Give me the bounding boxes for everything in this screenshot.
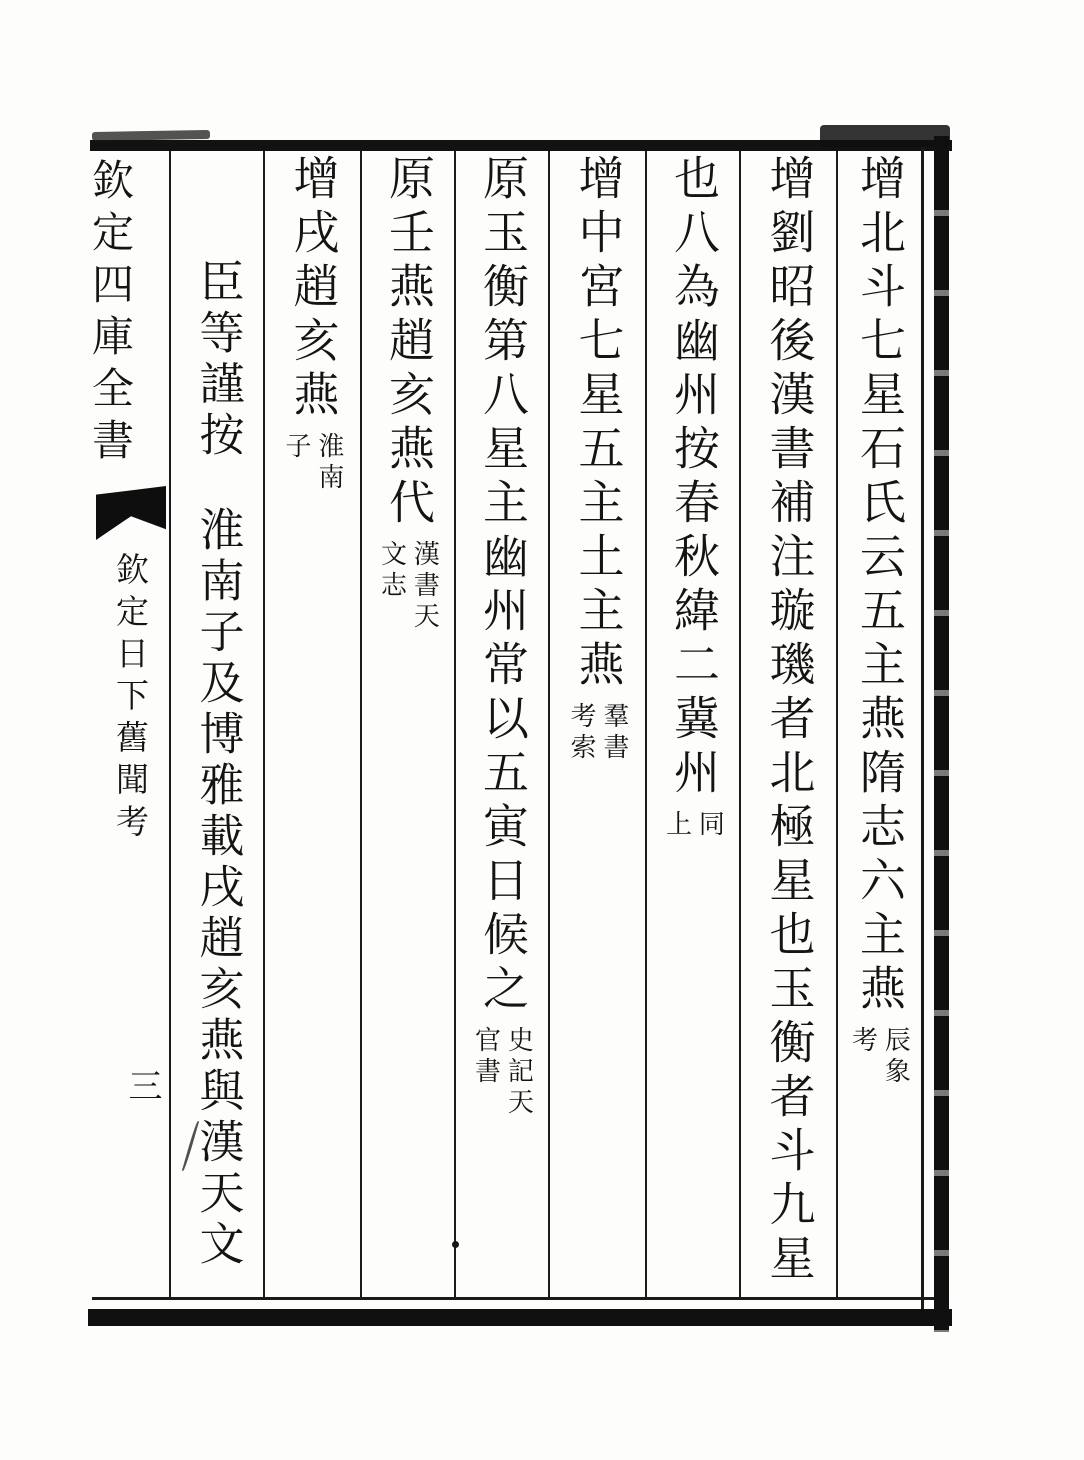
interlinear-note bbox=[566, 702, 629, 764]
series-title: 欽定四庫全書 bbox=[86, 158, 132, 470]
column-text: 淮南子及博雅載戌趙亥燕與漢天文 bbox=[192, 506, 243, 1271]
column-text: 增劉昭後漢書補注璇璣者北極星也玉衡者斗九星 bbox=[763, 154, 815, 1288]
frame-border-bottom-outer bbox=[88, 1309, 952, 1326]
column-text: 原玉衡第八星主幽州常以五寅日候之 bbox=[477, 154, 528, 1018]
interlinear-note bbox=[377, 540, 440, 633]
note-right-line: 漢書天 bbox=[410, 540, 440, 633]
frame-border-right-outer bbox=[934, 136, 949, 1332]
note-right-line: 史記天 bbox=[504, 1026, 534, 1119]
text-column-5 bbox=[456, 154, 548, 1119]
text-column-6 bbox=[362, 154, 454, 633]
text-column-4 bbox=[550, 154, 645, 764]
note-left-line: 上 bbox=[662, 810, 692, 841]
note-left-line: 子 bbox=[282, 432, 311, 463]
column-text: 增戌趙亥燕 bbox=[287, 154, 339, 424]
text-column-1 bbox=[838, 154, 920, 1088]
ink-smudge bbox=[820, 125, 950, 147]
note-left-line: 考索 bbox=[567, 702, 596, 764]
book-title: 欽定日下舊聞考 bbox=[111, 552, 147, 846]
note-left-line: 文志 bbox=[377, 540, 407, 602]
interlinear-note bbox=[662, 810, 725, 841]
column-text: 增中宮七星五主土主燕 bbox=[572, 154, 624, 694]
interlinear-note bbox=[848, 1026, 911, 1088]
text-column-2 bbox=[741, 154, 836, 1288]
note-left-line: 官書 bbox=[471, 1026, 501, 1088]
text-column-3 bbox=[647, 154, 739, 841]
fishtail-mark-icon bbox=[96, 486, 166, 540]
interlinear-note bbox=[471, 1026, 534, 1119]
frame-border-right-inner bbox=[921, 142, 924, 1310]
note-left-line: 考 bbox=[848, 1026, 878, 1057]
note-right-line: 辰象 bbox=[881, 1026, 911, 1088]
ink-speck bbox=[452, 1241, 459, 1248]
column-text: 也八為幽州按春秋緯二冀州 bbox=[668, 154, 719, 802]
note-right-line: 羣書 bbox=[599, 702, 629, 764]
column-text: 增北斗七星石氏云五主燕隋志六主燕 bbox=[854, 154, 905, 1018]
text-column-8 bbox=[171, 154, 263, 1271]
column-text: 臣等謹按 bbox=[192, 258, 243, 462]
folio-number: 三 bbox=[123, 1068, 160, 1102]
frame-border-bottom-inner bbox=[92, 1297, 934, 1300]
column-text: 原壬燕趙亥燕代 bbox=[383, 154, 434, 532]
text-column-7 bbox=[265, 154, 360, 494]
note-right-line: 同 bbox=[695, 810, 725, 841]
note-right-line: 淮南 bbox=[314, 432, 344, 494]
interlinear-note bbox=[281, 432, 344, 494]
